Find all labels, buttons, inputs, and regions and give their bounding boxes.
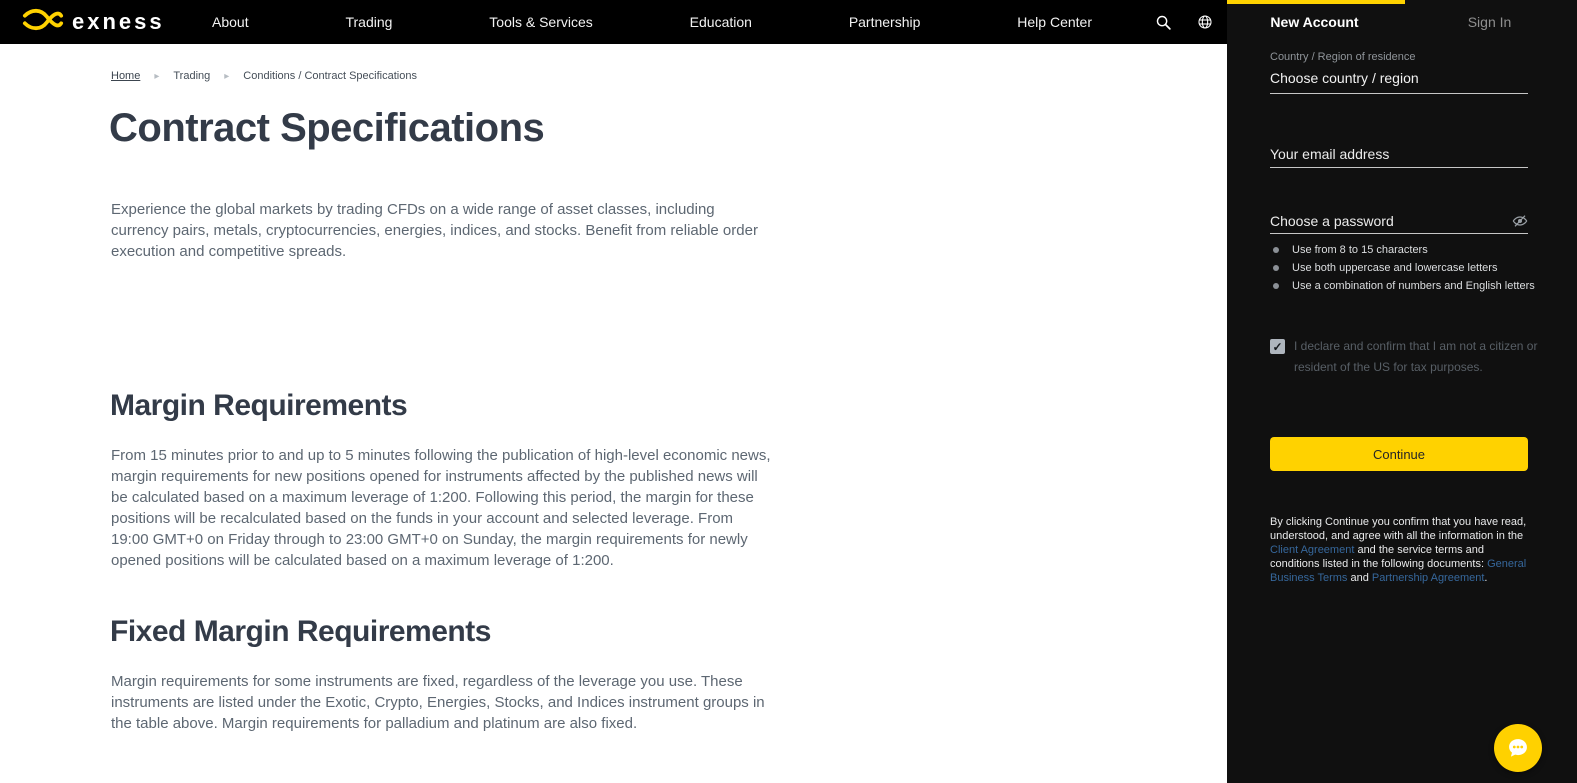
email-input[interactable] xyxy=(1270,142,1528,166)
section-heading-fixed-margin-requirements: Fixed Margin Requirements xyxy=(110,615,491,648)
live-chat-button[interactable] xyxy=(1494,724,1542,772)
nav-item-tools-services[interactable]: Tools & Services xyxy=(489,14,593,30)
section-heading-margin-requirements: Margin Requirements xyxy=(110,389,408,422)
us-citizen-declaration xyxy=(1270,336,1538,378)
tab-sign-in[interactable]: Sign In xyxy=(1467,14,1512,30)
eye-off-icon xyxy=(1512,213,1528,229)
password-field-wrap xyxy=(1270,208,1528,234)
legal-text: and xyxy=(1347,572,1372,584)
nav-icons xyxy=(1155,14,1213,31)
nav-item-trading[interactable]: Trading xyxy=(345,14,393,30)
client-agreement-link[interactable]: Client Agreement xyxy=(1270,544,1355,556)
exness-logo[interactable] xyxy=(22,7,165,37)
general-business-terms-link[interactable]: General Business Terms xyxy=(1270,558,1527,584)
password-visibility-toggle[interactable] xyxy=(1512,213,1528,229)
tab-new-account[interactable]: New Account xyxy=(1270,14,1359,30)
password-rule: Use both uppercase and lowercase letters xyxy=(1273,259,1535,277)
exness-logo-text: exness xyxy=(72,9,165,34)
breadcrumb-trading[interactable]: Trading xyxy=(173,70,211,82)
signup-tabs xyxy=(1227,0,1577,44)
search-icon[interactable] xyxy=(1155,14,1172,31)
top-navigation xyxy=(0,0,1227,44)
chat-bubble-icon xyxy=(1505,735,1531,761)
password-rule: Use from 8 to 15 characters xyxy=(1273,241,1535,259)
section-body-margin-requirements: From 15 minutes prior to and up to 5 minutes following the publication of high-level economic news, margin requirements for new positions opened for instruments affected by the published news will be calculated based on a maximum leverage of 1:200. Following this period, the margin for these positions will be recalculated based on the funds in your account and selected leverage. From 19:00 GMT+0 on Friday through to 23:00 GMT+0 on Sunday, the margin requirements for newly opened positions will be calculated based on a maximum leverage of 1:200. xyxy=(111,447,771,569)
nav-item-education[interactable]: Education xyxy=(689,14,752,30)
main-content xyxy=(0,44,1227,783)
password-input[interactable] xyxy=(1270,209,1512,233)
country-select[interactable]: Choose country / region xyxy=(1270,70,1528,94)
password-rule: Use a combination of numbers and English letters xyxy=(1273,277,1535,295)
breadcrumb-current-page: Conditions / Contract Specifications xyxy=(243,70,417,82)
country-field-label: Country / Region of residence xyxy=(1270,51,1416,63)
page-title: Contract Specifications xyxy=(109,106,545,150)
nav-item-partnership[interactable]: Partnership xyxy=(848,14,921,30)
nav-menu xyxy=(212,14,1092,30)
legal-text: and the service terms and conditions listed in the following documents: xyxy=(1270,544,1488,570)
intro-paragraph: Experience the global markets by trading CFDs on a wide range of asset classes, including currency pairs, metals, cryptocurrencies, energies, indices, and stocks. Benefit from reliable order execution and competitive spreads. xyxy=(111,201,758,260)
legal-text: . xyxy=(1484,572,1488,584)
globe-icon[interactable] xyxy=(1197,14,1213,30)
breadcrumb-separator-icon: ▸ xyxy=(154,70,160,82)
continue-button[interactable]: Continue xyxy=(1270,437,1528,471)
legal-disclaimer xyxy=(1270,515,1534,585)
breadcrumb-home-link[interactable]: Home xyxy=(111,70,141,82)
breadcrumb-separator-icon: ▸ xyxy=(224,70,230,82)
email-field-wrap xyxy=(1270,142,1528,168)
signup-sidebar xyxy=(1227,0,1577,783)
nav-item-about[interactable]: About xyxy=(212,14,249,30)
declaration-text: I declare and confirm that I am not a citizen or resident of the US for tax purposes. xyxy=(1294,339,1538,374)
section-body-fixed-margin-requirements: Margin requirements for some instruments are fixed, regardless of the leverage you use. These instruments are listed under the Exotic, Crypto, Energies, Stocks, and Indices instrument groups in the table above. Margin requirements for palladium and platinum are also fixed. xyxy=(111,673,765,732)
breadcrumb xyxy=(111,70,417,82)
partnership-agreement-link[interactable]: Partnership Agreement xyxy=(1371,572,1485,584)
exness-logo-icon xyxy=(22,7,64,37)
declaration-checkbox[interactable]: ✓ xyxy=(1270,339,1285,354)
nav-item-help-center[interactable]: Help Center xyxy=(1017,14,1092,30)
password-rules xyxy=(1273,241,1535,295)
legal-text: By clicking Continue you confirm that you have read, understood, and agree with all the information in the xyxy=(1270,516,1527,542)
